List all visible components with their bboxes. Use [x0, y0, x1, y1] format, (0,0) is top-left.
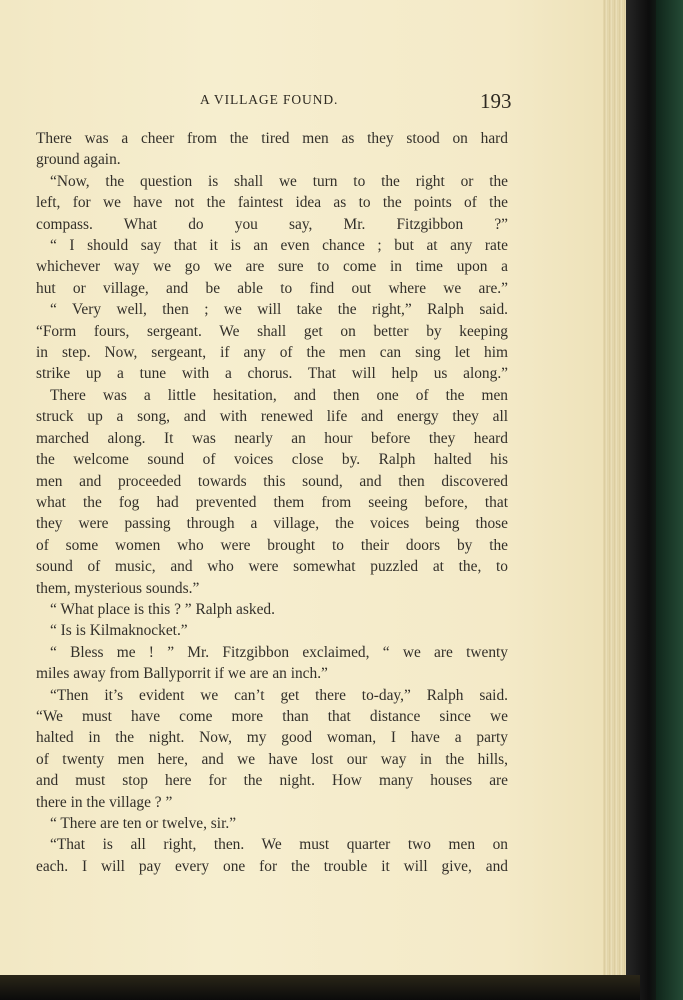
text-line: there in the village ? ”	[36, 793, 173, 811]
text-line: “ Bless me ! ” Mr. Fitzgibbon exclaimed, “ we are twenty	[50, 643, 508, 661]
page-header	[0, 89, 626, 116]
text-line: “Then it’s evident we can’t get there to-day,” Ralph said.	[50, 686, 508, 704]
text-line: “ There are ten or twelve, sir.”	[50, 815, 237, 832]
text-line: halted in the night. Now, my good woman, I have a party	[36, 729, 508, 747]
bottom-shadow	[0, 975, 640, 1000]
text-line: in step. Now, sergeant, if any of the men can sing let him	[36, 344, 508, 362]
text-line: marched along. It was nearly an hour before they heard	[36, 429, 508, 447]
body-text	[36, 128, 508, 877]
text-line: them, mysterious sounds.”	[36, 579, 200, 597]
text-line: “Form fours, sergeant. We shall get on better by keeping	[36, 322, 508, 340]
text-line: ground again.	[36, 151, 121, 169]
text-line: “Now, the question is shall we turn to the right or the	[50, 172, 508, 190]
text-line: strike up a tune with a chorus. That will help us along.”	[36, 365, 508, 383]
running-head: A VILLAGE FOUND.	[200, 92, 339, 107]
page-number: 193	[480, 89, 512, 113]
text-line: and must stop here for the night. How many houses are	[36, 772, 508, 790]
text-line: There was a little hesitation, and then one of the men	[50, 386, 508, 404]
text-line: “ Very well, then ; we will take the right,” Ralph said.	[50, 301, 508, 319]
text-line: “That is all right, then. We must quarter two men on	[50, 836, 508, 854]
text-line: the welcome sound of voices close by. Ralph halted his	[36, 451, 508, 469]
text-line: “ What place is this ? ” Ralph asked.	[50, 600, 275, 618]
text-line: of twenty men here, and we have lost our way in the hills,	[36, 750, 508, 768]
text-line: compass. What do you say, Mr. Fitzgibbon ?”	[36, 215, 508, 233]
page-edges	[603, 0, 627, 975]
text-line: of some women who were brought to their doors by the	[36, 536, 508, 554]
text-line: “ I should say that it is an even chance ; but at any rate	[50, 237, 508, 255]
text-line: left, for we have not the faintest idea as to the points of the	[36, 194, 508, 212]
text-line: each. I will pay every one for the trouble it will give, and	[36, 857, 508, 875]
text-line: they were passing through a village, the voices being those	[36, 515, 508, 533]
text-line: “We must have come more than that distance since we	[36, 707, 508, 725]
text-line: miles away from Ballyporrit if we are an inch.”	[36, 665, 328, 683]
text-line: whichever way we go we are sure to come in time upon a	[36, 258, 508, 276]
text-line: what the fog had prevented them from seeing before, that	[36, 493, 508, 511]
text-line: There was a cheer from the tired men as they stood on hard	[36, 130, 508, 147]
text-line: sound of music, and who were somewhat puzzled at the, to	[36, 558, 508, 576]
text-line: “ Is is Kilmaknocket.”	[50, 622, 188, 640]
text-line: struck up a song, and with renewed life and energy they all	[36, 408, 508, 426]
text-line: hut or village, and be able to find out where we are.”	[36, 279, 508, 297]
cover-binding	[656, 0, 683, 1000]
text-line: men and proceeded towards this sound, and then discovered	[36, 472, 508, 490]
